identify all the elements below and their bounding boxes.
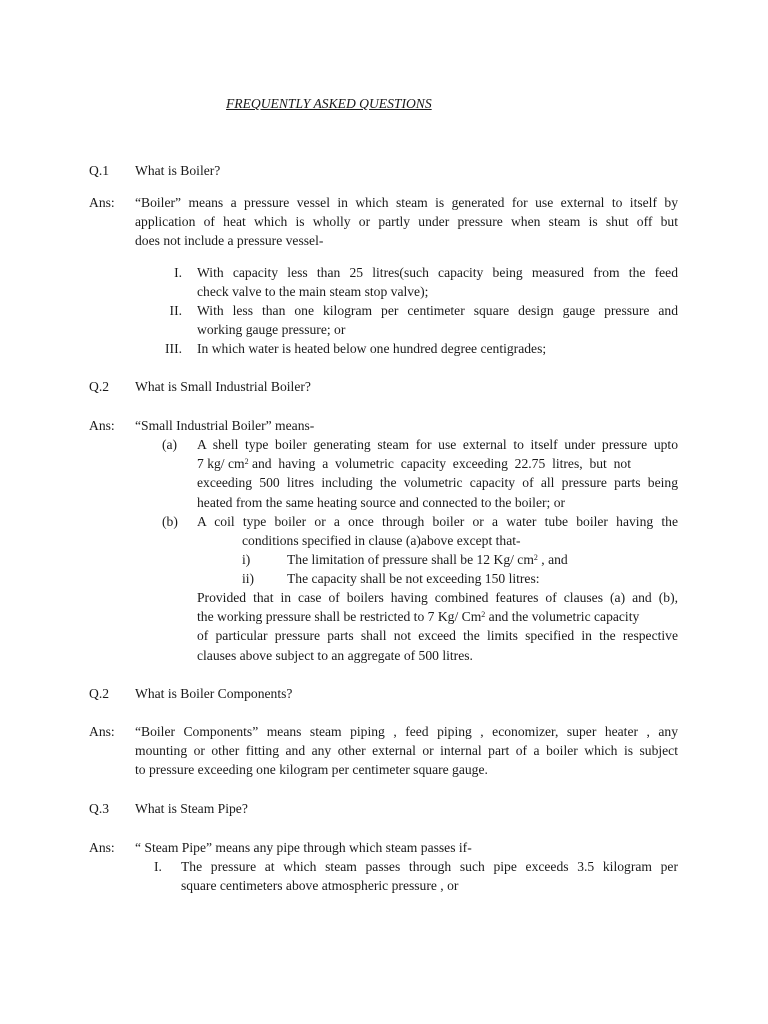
answer-label: Ans:: [89, 418, 115, 433]
page-title: FREQUENTLY ASKED QUESTIONS: [226, 96, 432, 111]
clause-label: (b): [162, 514, 178, 529]
clause-line-part: and having a volumetric capacity exceeding 22.75 litres, but not: [248, 456, 631, 472]
list-item-line: check valve to the main steam stop valve);: [197, 284, 429, 300]
answer-text: [135, 722, 678, 780]
answer-line: mounting or other fitting and any other external or internal part of a boiler which is subject: [135, 743, 678, 759]
question-number: Q.2: [89, 379, 110, 394]
clause-line: exceeding 500 litres including the volumetric capacity of all pressure parts being: [197, 475, 678, 491]
sub-item-part: , and: [537, 552, 568, 567]
list-number: II.: [169, 303, 182, 318]
clause-line: A coil type boiler or a once through boiler or a water tube boiler having the: [197, 514, 678, 529]
question-number: Q.1: [89, 163, 110, 178]
list-item-line: working gauge pressure; or: [197, 322, 346, 338]
clause-text: [197, 435, 678, 512]
superscript: 2: [244, 457, 249, 467]
proviso-line: clauses above subject to an aggregate of 500 litres.: [197, 647, 473, 663]
sub-item-text: [287, 550, 568, 569]
proviso-line-part: and the volumetric capacity: [485, 609, 640, 625]
question-text: What is Boiler Components?: [135, 686, 293, 701]
answer-line: “Boiler Components” means steam piping , feed piping , economizer, super heater , any: [135, 724, 678, 739]
answer-label: Ans:: [89, 195, 115, 210]
question-number: Q.2: [89, 686, 110, 701]
answer-intro: “ Steam Pipe” means any pipe through which steam passes if-: [135, 840, 472, 855]
list-item: [197, 301, 678, 339]
answer-line: “Boiler” means a pressure vessel in which steam is generated for use external to itself by: [135, 195, 678, 210]
proviso-line: of particular pressure parts shall not exceed the limits specified in the respective: [197, 628, 678, 644]
list-item: [181, 857, 678, 895]
superscript: 2: [533, 553, 538, 562]
list-number: I.: [154, 859, 162, 874]
clause-line: heated from the same heating source and connected to the boiler; or: [197, 494, 566, 510]
clause-label: (a): [162, 437, 178, 452]
list-item-line: In which water is heated below one hundred degree centigrades;: [197, 341, 547, 356]
question-number: Q.3: [89, 801, 110, 816]
answer-line: to pressure exceeding one kilogram per centimeter square gauge.: [135, 762, 488, 778]
clause-line: conditions specified in clause (a)above except that-: [242, 533, 521, 549]
clause-line: A shell type boiler generating steam for use external to itself under pressure upto: [197, 437, 678, 452]
answer-intro: “Small Industrial Boiler” means-: [135, 418, 315, 433]
answer-line: application of heat which is wholly or partly under pressure when steam is shut off but: [135, 214, 678, 230]
proviso-text: [197, 588, 678, 665]
sub-item-text: The capacity shall be not exceeding 150 litres:: [287, 571, 540, 586]
proviso-line: Provided that in case of boilers having combined features of clauses (a) and (b),: [197, 590, 678, 605]
proviso-line-part: the working pressure shall be restricted to 7 Kg/ Cm: [197, 609, 482, 625]
question-text: What is Steam Pipe?: [135, 801, 248, 816]
sub-item-number: ii): [242, 571, 255, 586]
list-item-line: square centimeters above atmospheric pressure , or: [181, 878, 459, 894]
answer-text: [135, 193, 678, 251]
list-number: I.: [174, 265, 182, 280]
question-text: What is Boiler?: [135, 163, 221, 178]
list-item-line: The pressure at which steam passes through such pipe exceeds 3.5 kilogram per: [181, 859, 678, 874]
superscript: 2: [481, 610, 486, 620]
clause-line: [197, 454, 678, 473]
answer-label: Ans:: [89, 840, 115, 855]
sub-item-part: The limitation of pressure shall be 12 Kg/ cm: [287, 552, 534, 567]
question-text: What is Small Industrial Boiler?: [135, 379, 311, 394]
sub-item-number: i): [242, 552, 251, 567]
clause-text: [197, 512, 678, 550]
list-item: [197, 263, 678, 301]
list-item: [197, 339, 678, 358]
clause-line-part: 7 kg/ cm: [197, 456, 245, 472]
answer-label: Ans:: [89, 724, 115, 739]
list-number: III.: [165, 341, 182, 356]
answer-line: does not include a pressure vessel-: [135, 233, 324, 249]
list-item-line: With capacity less than 25 litres(such capacity being measured from the feed: [197, 265, 678, 280]
list-item-line: With less than one kilogram per centimeter square design gauge pressure and: [197, 303, 678, 318]
proviso-line: [197, 607, 678, 626]
